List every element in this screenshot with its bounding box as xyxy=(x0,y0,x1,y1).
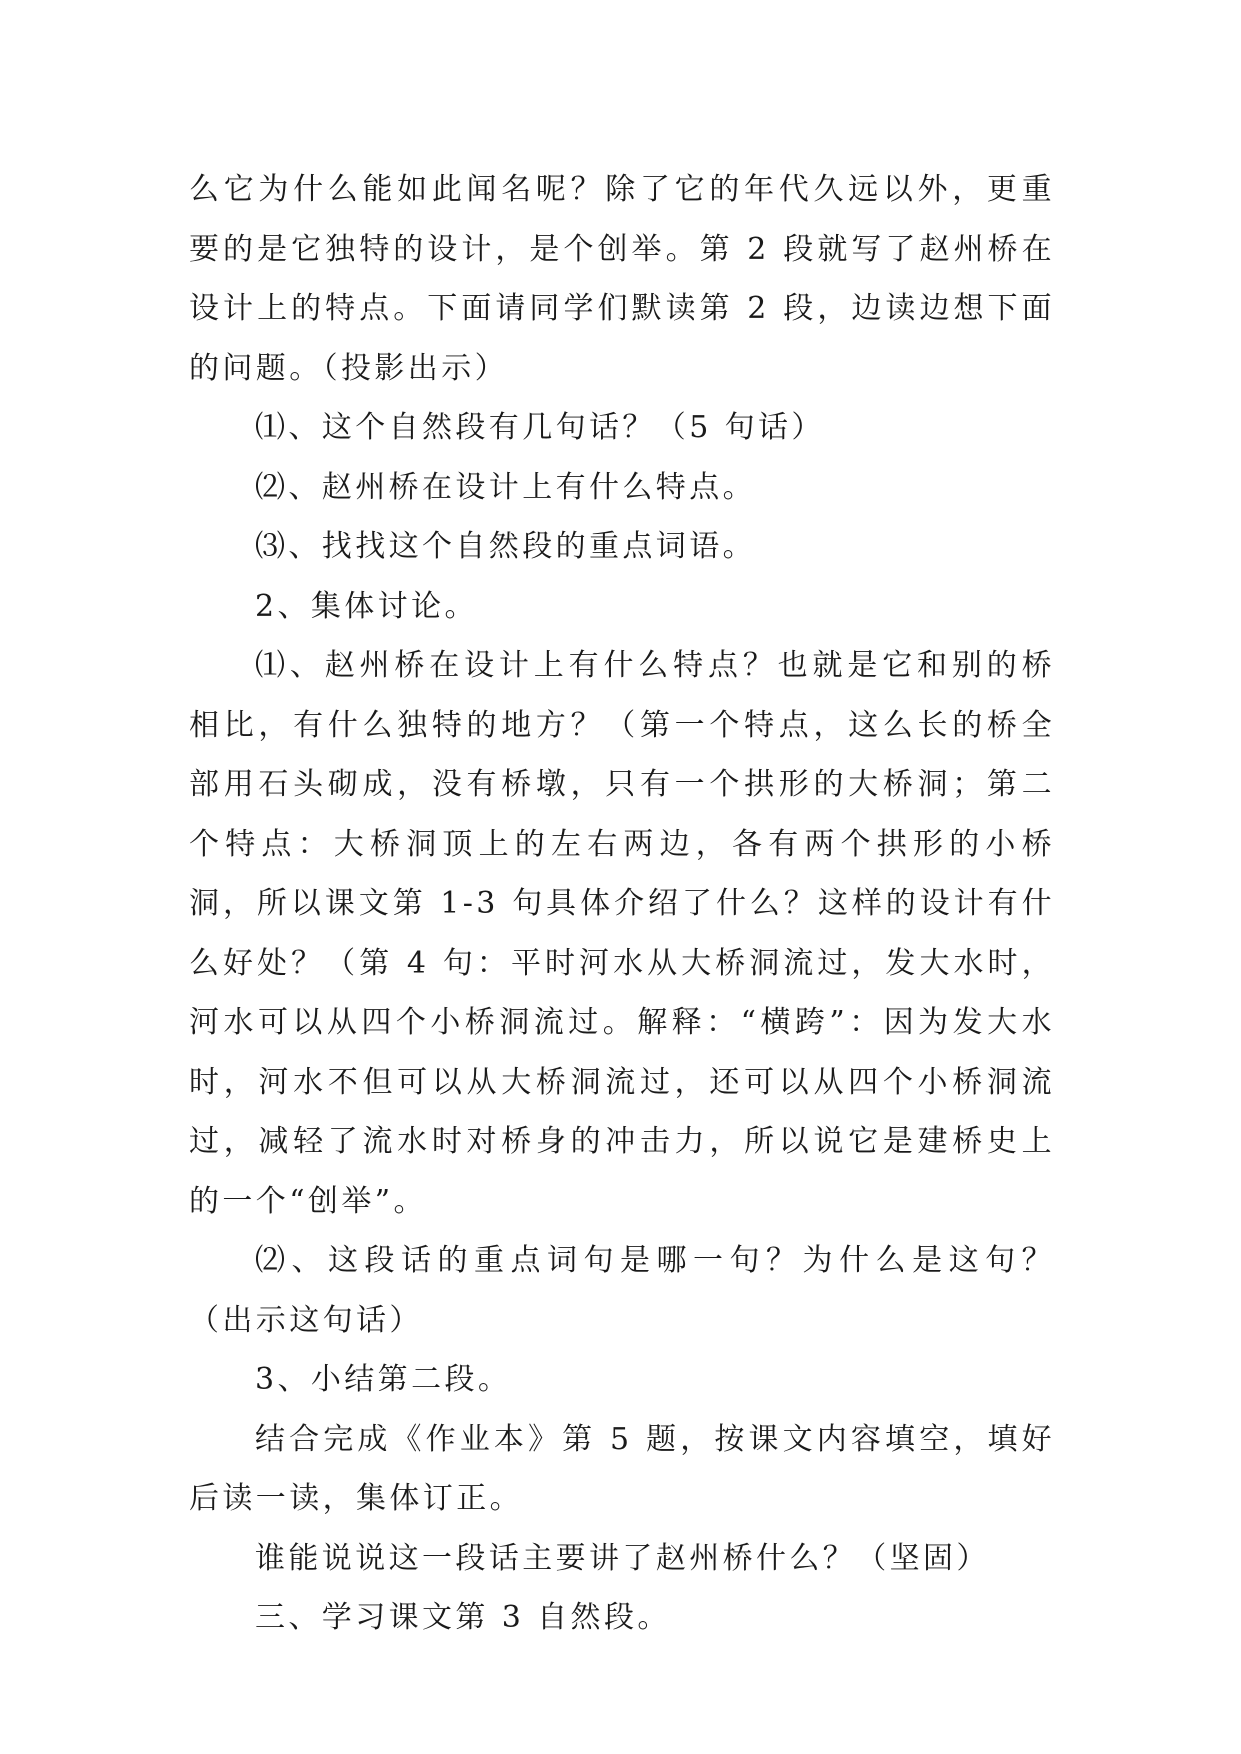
question-3: ⑶、找找这个自然段的重点词语。 xyxy=(255,529,756,564)
document-body xyxy=(189,160,1055,1648)
step-heading-3: 3、小结第二段。 xyxy=(255,1362,512,1397)
exercise-instruction: 结合完成《作业本》第 5 题，按课文内容填空，填好后读一读，集体订正。 xyxy=(189,1421,1055,1516)
section-heading-3: 三、学习课文第 3 自然段。 xyxy=(255,1600,671,1635)
discussion-point-2: ⑵、这段话的重点词句是哪一句？为什么是这句？（出示这句话） xyxy=(189,1243,1055,1338)
summary-question: 谁能说说这一段话主要讲了赵州桥什么？（坚固） xyxy=(255,1540,990,1576)
question-1: ⑴、这个自然段有几句话？（5 句话） xyxy=(255,410,825,445)
discussion-point-1: ⑴、赵州桥在设计上有什么特点？也就是它和别的桥相比，有什么独特的地方？（第一个特点，这么长的桥全部用石头砌成，没有桥墩，只有一个拱形的大桥洞；第二个特点：大桥洞顶上的左右两边，各有两个拱形的小桥洞，所以课文第 1-3 句具体介绍了什么？这样的设计有什么好处？（第 4 句：平时河水从大桥洞流过，发大水时，河水可以从四个小桥洞流过。解释：“横跨”：因为发大水时，河水不但可以从大桥洞流过，还可以从四个小桥洞流过，减轻了流水时对桥身的冲击力，所以说它是建桥史上的一个“创举”。 xyxy=(189,648,1055,1219)
question-2: ⑵、赵州桥在设计上有什么特点。 xyxy=(255,469,756,505)
paragraph-continuation: 么它为什么能如此闻名呢？除了它的年代久远以外，更重要的是它独特的设计，是个创举。第 2 段就写了赵州桥在设计上的特点。下面请同学们默读第 2 段，边读边想下面的问题。（投影出示） xyxy=(189,172,1055,386)
step-heading-2: 2、集体讨论。 xyxy=(255,588,478,624)
